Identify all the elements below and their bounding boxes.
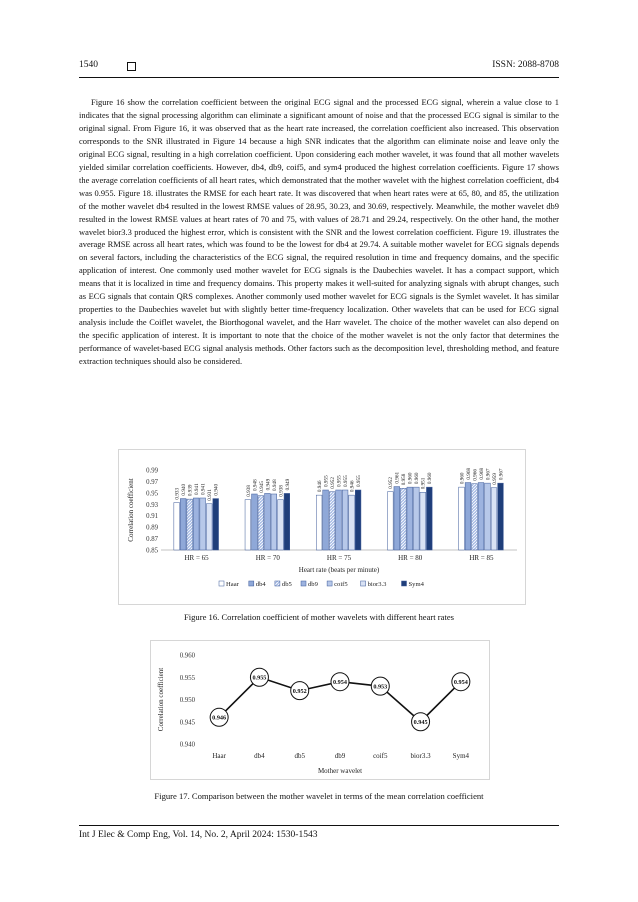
y-tick-label: 0.91 <box>146 513 158 521</box>
y-tick-label: 0.950 <box>179 697 195 704</box>
x-tick-label: Haar <box>212 752 226 760</box>
figure16-caption: Figure 16. Correlation coefficient of mother wavelets with different heart rates <box>183 612 455 622</box>
bar <box>459 487 465 550</box>
bar <box>349 495 355 550</box>
bar-data-label: 0.955 <box>343 475 349 487</box>
legend-item: bior3.3 <box>367 581 387 588</box>
y-tick-label: 0.940 <box>179 741 195 749</box>
bar-data-label: 0.960 <box>427 472 434 485</box>
bar-data-label: 0.939 <box>187 484 194 497</box>
bar-data-label: 0.967 <box>485 468 492 481</box>
bar-data-label: 0.961 <box>394 471 401 484</box>
bar <box>387 492 393 550</box>
bar-data-label: 0.941 <box>200 483 207 495</box>
x-tick-label: bior3.3 <box>410 752 431 760</box>
bar-data-label: 0.931 <box>207 489 214 501</box>
y-tick-label: 0.93 <box>146 501 158 509</box>
bar-data-label: 0.940 <box>213 483 220 496</box>
bar <box>420 492 426 550</box>
figure16-bar-chart <box>119 450 525 604</box>
bar-data-label: 0.955 <box>356 475 362 487</box>
legend-item: db5 <box>281 581 292 588</box>
y-tick-label: 0.95 <box>146 490 158 498</box>
bar <box>394 487 400 550</box>
legend-swatch <box>327 581 332 586</box>
legend-swatch <box>249 581 254 586</box>
y-axis-label: Correlation coefficient <box>157 667 165 732</box>
bar <box>252 494 258 550</box>
legend-item: Sym4 <box>408 581 424 588</box>
y-tick-label: 0.89 <box>146 524 158 532</box>
bar-data-label: 0.967 <box>498 468 505 481</box>
x-tick-label: Sym4 <box>452 752 470 760</box>
bar <box>206 504 212 550</box>
legend-item: db9 <box>308 581 318 588</box>
legend-item: db4 <box>255 581 266 588</box>
legend-swatch <box>275 581 280 586</box>
bar <box>426 487 432 550</box>
bar <box>200 498 206 550</box>
x-tick-label: db5 <box>294 752 305 760</box>
legend-swatch <box>219 581 224 586</box>
point-data-label: 0.945 <box>413 719 428 727</box>
bar <box>213 499 219 550</box>
y-tick-label: 0.97 <box>146 478 158 486</box>
footer-citation: Int J Elec & Comp Eng, Vol. 14, No. 2, April 2024: 1530-1543 <box>79 830 318 840</box>
bar-data-label: 0.968 <box>478 467 485 480</box>
bar-data-label: 0.951 <box>420 477 427 490</box>
bar-data-label: 0.952 <box>388 477 395 489</box>
point-data-label: 0.952 <box>292 687 307 695</box>
y-tick-label: 0.85 <box>146 547 158 555</box>
bar <box>355 490 361 550</box>
bar <box>336 490 342 550</box>
bar <box>193 498 199 550</box>
bar <box>278 500 284 550</box>
bar-data-label: 0.933 <box>174 487 181 500</box>
y-tick-label: 0.960 <box>179 652 195 660</box>
bar <box>271 494 277 550</box>
bar <box>400 488 406 550</box>
legend-swatch <box>402 581 407 586</box>
y-tick-label: 0.87 <box>146 536 158 544</box>
y-tick-label: 0.99 <box>146 467 158 475</box>
bar-data-label: 0.960 <box>414 472 421 485</box>
bar <box>413 487 419 550</box>
figure17-chart-area <box>150 640 490 780</box>
point-data-label: 0.954 <box>333 679 347 686</box>
bar <box>498 483 504 550</box>
bar-data-label: 0.948 <box>252 479 259 491</box>
bar-data-label: 0.952 <box>330 477 336 489</box>
y-tick-label: 0.955 <box>179 674 195 682</box>
bar-data-label: 0.948 <box>271 479 278 491</box>
bar <box>316 495 322 550</box>
figure17-caption: Figure 17. Comparison between the mother wavelet in terms of the mean correlation coefficient <box>154 791 484 801</box>
bar-data-label: 0.945 <box>258 481 265 493</box>
page-header <box>79 60 559 74</box>
x-tick-label: HR = 65 <box>184 554 209 562</box>
bar <box>407 487 413 550</box>
point-data-label: 0.953 <box>373 683 388 691</box>
body-paragraph: Figure 16 show the correlation coefficient between the original ECG signal and the processed ECG signal, wherein a value close to 1 indicates that the signal processing algorithm can eliminate a significant amount of noise and that the processed ECG signal is similar to the original signal. From Figure 16, it was observed that as the heart rate increased, the correlation coefficient also increased. This observation corresponds to the SNR illustrated in Figure 14 because a high SNR indicates that the algorithm can eliminate noise and leave only the original ECG signal, resulting in a high correlation coefficient. Upon considering each mother wavelet, it was found that all mother wavelets yielded similar correlation coefficients. However, db4, db9, coif5, and sym4 produced the highest correlation coefficients. Figure 17 shows the average correlation coefficients of all heart rates, which demonstrated that the mother wavelet with the highest correlation coefficient, db4 was 0.955. Figure 18. illustrates the RMSE for each heart rate. It was discovered that when heart rates were at 65, 80, and 85, the utilization of the mother wavelet db4 resulted in the lowest RMSE values of 28.95, 30.23, and 30.69, respectively. Meanwhile, the mother wavelet db9 resulted in the lowest RMSE values at heart rates of 70 and 75, with values of 28.71 and 29.24, respectively. On the other hand, the mother wavelet bior3.3 produced the highest error, which is consistent with the SNR and the lowest correlation coefficient. Figure 19. illustrates the average RMSE across all heart rates, which was found to be the lowest for db4 at 29.74. A suitable mother wavelet for ECG signals depends on several factors, including the characteristics of the ECG signal, the required resolution in time and frequency domains, and the specific application of interest. One commonly used mother wavelet for ECG signals is the Daubechies wavelet. It has a compact support, which means that it is localized in time and frequency domains. This property makes it well-suited for analyzing signals with abrupt changes, such as ECG signals that contain QRS complexes. Another commonly used mother wavelet for ECG signals is the Symlet wavelet. It has similar properties to the Daubechies wavelet but with slightly better time-frequency localization. Other wavelets that can be used for ECG signal analysis include the Coiflet wavelet, the Biorthogonal wavelet, and the Harr wavelet. The choice of the mother wavelet can also depend on the specific application of interest. It is important to note that the choice of the mother wavelet is not the only factor that determines the performance of wavelet-based ECG signal analysis methods. Other factors such as the decomposition level, thresholding method, and feature extraction techniques should also be considered. <box>79 97 559 367</box>
bar <box>323 490 329 550</box>
y-tick-label: 0.945 <box>179 719 195 727</box>
x-tick-label: HR = 80 <box>398 554 423 562</box>
bar-data-label: 0.946 <box>317 480 323 493</box>
footer-rule <box>79 825 559 826</box>
bar-data-label: 0.949 <box>265 478 272 491</box>
figure17-line-chart <box>151 641 489 779</box>
point-data-label: 0.954 <box>453 679 468 686</box>
bar <box>329 492 335 550</box>
bar-data-label: 0.966 <box>472 469 479 481</box>
x-tick-label: coif5 <box>373 752 388 760</box>
bar-data-label: 0.960 <box>459 472 466 485</box>
bar-data-label: 0.959 <box>491 473 498 485</box>
bar-data-label: 0.955 <box>336 475 343 487</box>
bar-data-label: 0.938 <box>245 485 252 497</box>
bar-data-label: 0.949 <box>284 478 291 491</box>
bar <box>465 483 471 550</box>
bar <box>187 499 193 550</box>
bar <box>284 493 290 550</box>
bar <box>491 488 497 550</box>
bar-data-label: 0.960 <box>407 472 414 485</box>
x-tick-label: HR = 75 <box>326 554 352 562</box>
figure16-chart-area <box>118 449 526 605</box>
bar-data-label: 0.968 <box>465 467 472 480</box>
bar-data-label: 0.946 <box>349 480 356 493</box>
point-data-label: 0.946 <box>212 714 227 722</box>
y-axis-label: Correlation coefficient <box>127 478 135 542</box>
issn: ISSN: 2088-8708 <box>492 60 559 70</box>
bar-data-label: 0.958 <box>401 473 408 486</box>
bar-data-label: 0.941 <box>194 483 201 495</box>
legend-swatch <box>361 581 366 586</box>
bar <box>472 484 478 550</box>
bar <box>478 483 484 550</box>
bar <box>180 499 186 550</box>
page-number: 1540 <box>79 60 98 70</box>
x-tick-label: db4 <box>254 752 265 760</box>
x-axis-label: Mother wavelet <box>317 767 363 775</box>
bar <box>485 483 491 550</box>
bar <box>342 490 348 550</box>
x-tick-label: HR = 85 <box>469 554 494 562</box>
x-tick-label: db9 <box>334 752 346 760</box>
bar-data-label: 0.938 <box>278 485 285 497</box>
bar <box>265 493 271 550</box>
x-tick-label: HR = 70 <box>255 554 280 562</box>
bar <box>258 496 264 550</box>
header-rule <box>79 77 559 78</box>
bar <box>174 503 180 550</box>
bar-data-label: 0.955 <box>323 475 330 487</box>
bar-data-label: 0.940 <box>181 483 188 496</box>
x-axis-label: Heart rate (beats per minute) <box>298 566 380 574</box>
bar <box>245 500 251 550</box>
legend-item: Haar <box>226 581 239 588</box>
legend-swatch <box>301 581 306 586</box>
legend-item: coif5 <box>334 581 348 588</box>
point-data-label: 0.955 <box>252 674 267 682</box>
square-icon <box>127 62 136 71</box>
